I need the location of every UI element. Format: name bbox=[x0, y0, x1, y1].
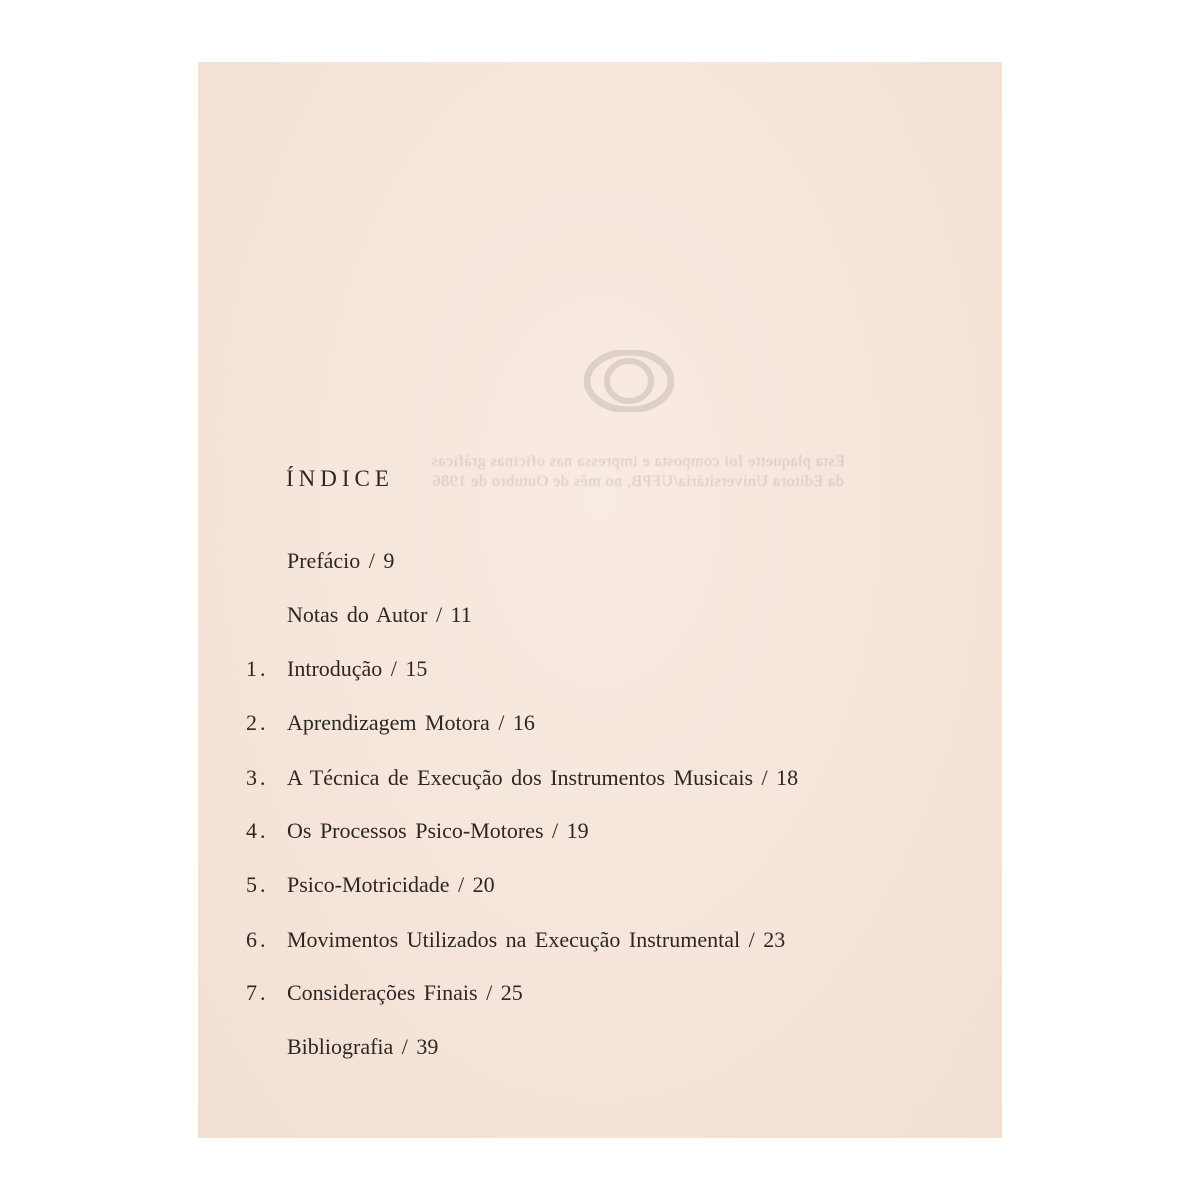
table-of-contents bbox=[198, 62, 1002, 1138]
toc-entry-title: Considerações Finais / 25 bbox=[287, 980, 523, 1005]
book-page bbox=[198, 62, 1002, 1138]
toc-entry-title: Movimentos Utilizados na Execução Instrumental / 23 bbox=[287, 927, 786, 952]
toc-entry-number: 2. bbox=[246, 710, 269, 735]
toc-entry-title: Aprendizagem Motora / 16 bbox=[287, 710, 535, 735]
toc-entry-title: A Técnica de Execução dos Instrumentos Musicais / 18 bbox=[287, 765, 799, 790]
toc-entry-number: 7. bbox=[246, 980, 269, 1005]
toc-entry-title: Introdução / 15 bbox=[287, 656, 428, 681]
toc-entry-number: 3. bbox=[246, 765, 269, 790]
toc-entry-title: Os Processos Psico-Motores / 19 bbox=[287, 818, 589, 843]
toc-entry-title: Bibliografia / 39 bbox=[287, 1034, 439, 1059]
toc-entry-number: 6. bbox=[246, 927, 269, 952]
bleed-through-colophon: Esta plaquette foi composta e impressa nas oficinas gráficas da Editora Universitária/UFPB, no mês de Outubro de 1986 bbox=[431, 453, 845, 490]
toc-entry-title: Prefácio / 9 bbox=[287, 548, 395, 573]
toc-entry-title: Notas do Autor / 11 bbox=[287, 602, 472, 627]
toc-entry-title: Psico-Motricidade / 20 bbox=[287, 872, 495, 897]
toc-entry-number: 1. bbox=[246, 656, 269, 681]
toc-entry-number: 4. bbox=[246, 818, 269, 843]
index-heading: ÍNDICE bbox=[286, 466, 394, 491]
toc-entry-number: 5. bbox=[246, 872, 269, 897]
